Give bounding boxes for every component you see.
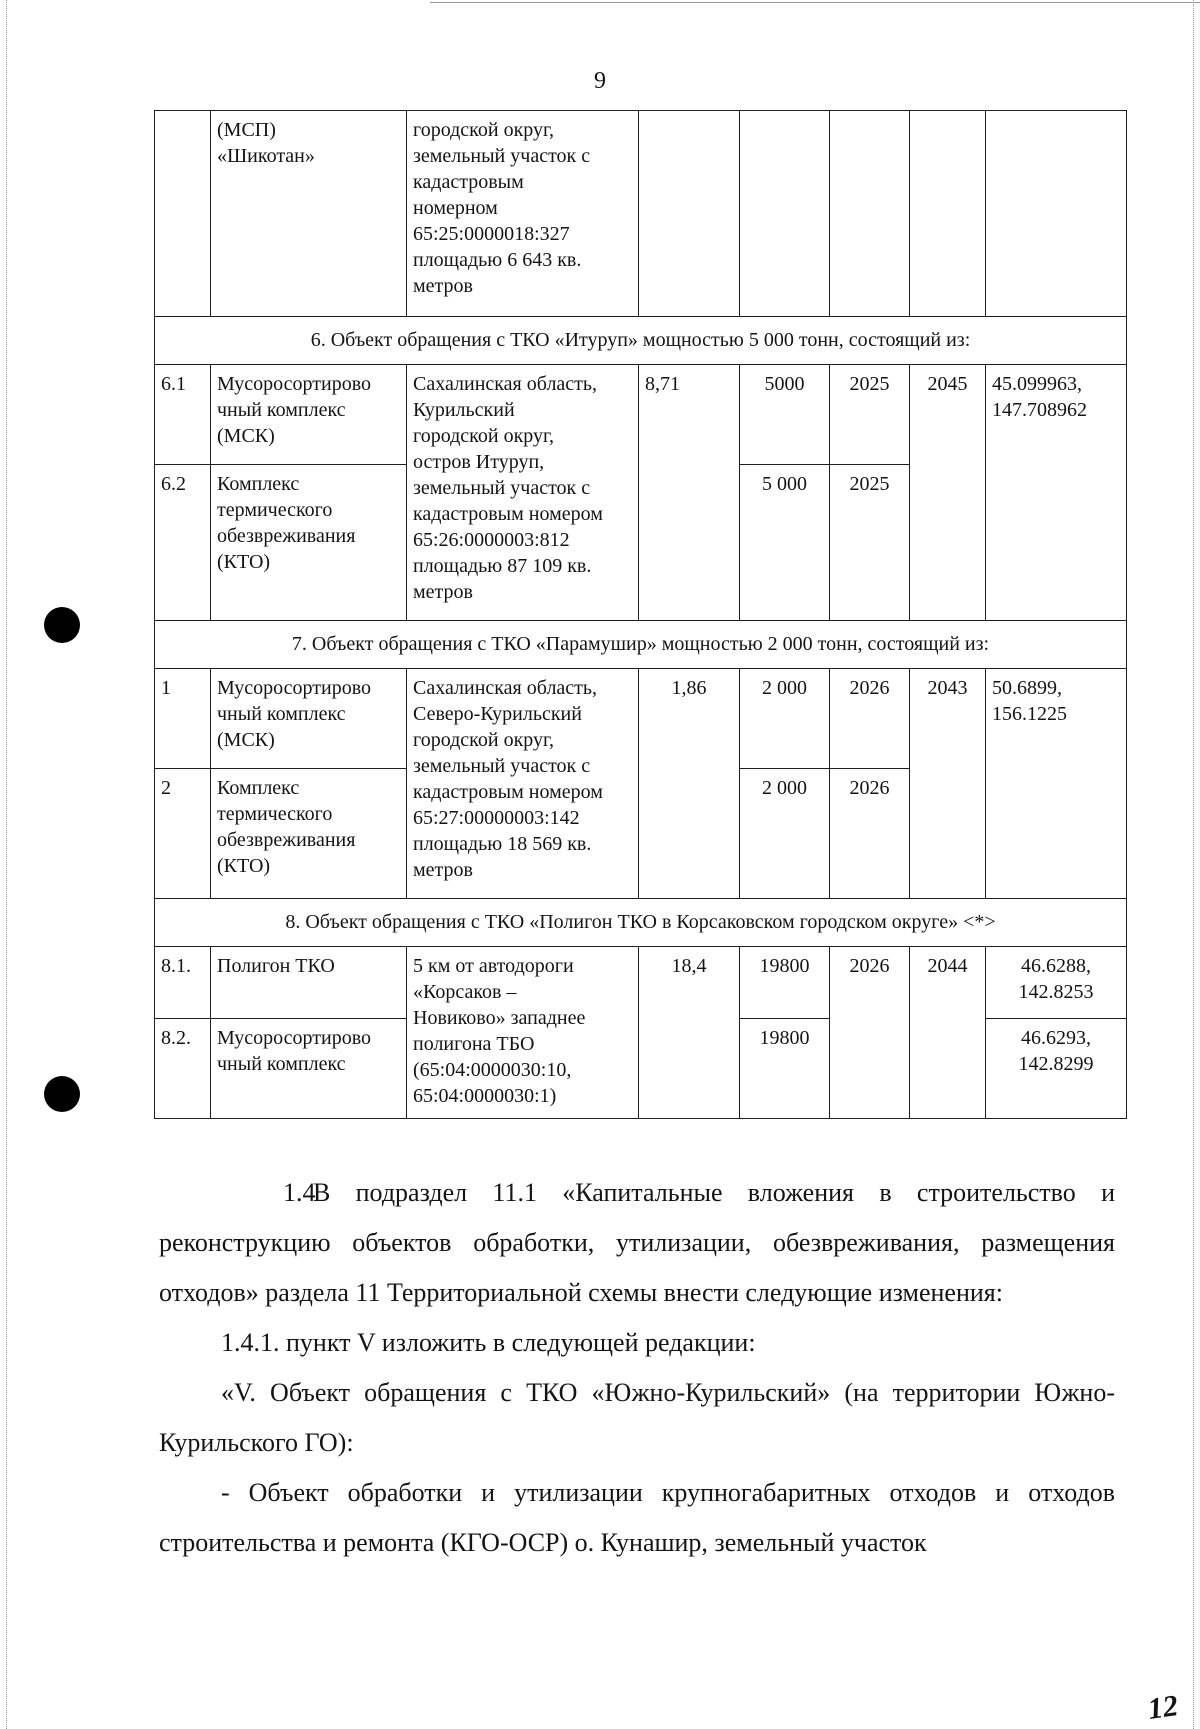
coordinates [986, 111, 1127, 317]
year-end: 2044 [910, 947, 986, 1119]
row-number: 1 [155, 669, 211, 769]
punch-hole [44, 1076, 80, 1112]
coordinates: 50.6899, 156.1225 [986, 669, 1127, 899]
year-start: 2025 [830, 365, 910, 465]
page-number: 9 [594, 68, 606, 94]
body-text [159, 1168, 1115, 1568]
row-number: 8.1. [155, 947, 211, 1019]
row-number [155, 111, 211, 317]
table-row [155, 111, 1127, 317]
object-location: Сахалинская область, Северо-Курильский городской округ, земельный участок с кадастровым номером 65:27:00000003:142 площадью 18 569 кв. метров [407, 669, 639, 899]
object-location: 5 км от автодороги «Корсаков – Новиково» западнее полигона ТБО (65:04:0000030:10, 65:04:0000030:1) [407, 947, 639, 1119]
row-number: 6.2 [155, 465, 211, 621]
coordinates: 46.6293, 142.8299 [986, 1019, 1127, 1119]
section-header-row [155, 899, 1127, 947]
row-number: 2 [155, 769, 211, 899]
object-capacity: 19800 [740, 1019, 830, 1119]
row-number: 8.2. [155, 1019, 211, 1119]
object-name: Мусоросортирово чный комплекс (МСК) [211, 669, 407, 769]
punch-hole [44, 607, 80, 643]
object-location: Сахалинская область, Курильский городской округ, остров Итуруп, земельный участок с кадастровым номером 65:26:0000003:812 площадью 87 109 кв. метров [407, 365, 639, 621]
object-capacity: 5 000 [740, 465, 830, 621]
year-end: 2045 [910, 365, 986, 621]
table-row [155, 669, 1127, 769]
object-name: Комплекс термического обезвреживания (КТО) [211, 465, 407, 621]
object-area: 18,4 [639, 947, 740, 1119]
year-start [830, 111, 910, 317]
paragraph-object: - Объект обработки и утилизации крупногабаритных отходов и отходов строительства и ремонта (КГО-ОСР) о. Кунашир, земельный участок [159, 1478, 1115, 1557]
object-name: Полигон ТКО [211, 947, 407, 1019]
coordinates: 45.099963, 147.708962 [986, 365, 1127, 621]
top-scan-edge [430, 2, 1200, 3]
table-row [155, 947, 1127, 1019]
object-capacity: 5000 [740, 365, 830, 465]
object-area [639, 111, 740, 317]
year-start: 2026 [830, 947, 910, 1119]
paragraph-number: 1.4 [283, 1178, 316, 1207]
objects-table [154, 110, 1127, 1119]
right-scan-edge [1193, 0, 1194, 1729]
section-title: 6. Объект обращения с ТКО «Итуруп» мощностью 5 000 тонн, состоящий из: [155, 317, 1127, 365]
table-row [155, 365, 1127, 465]
year-start: 2025 [830, 465, 910, 621]
year-end [910, 111, 986, 317]
year-start: 2026 [830, 769, 910, 899]
object-capacity: 2 000 [740, 669, 830, 769]
paragraph-body: В подраздел 11.1 «Капитальные вложения в строительство и реконструкцию объектов обработки, утилизации, обезвреживания, размещения отходов» раздела 11 Территориальной схемы внести следующие изменения: [159, 1178, 1115, 1307]
section-title: 7. Объект обращения с ТКО «Парамушир» мощностью 2 000 тонн, состоящий из: [155, 621, 1127, 669]
object-capacity: 19800 [740, 947, 830, 1019]
year-end: 2043 [910, 669, 986, 899]
object-name: Мусоросортирово чный комплекс [211, 1019, 407, 1119]
row-number: 6.1 [155, 365, 211, 465]
section-header-row [155, 317, 1127, 365]
sheet-number-stamp: 12 [1145, 1689, 1181, 1726]
object-location: городской округ, земельный участок с кадастровым номерном 65:25:0000018:327 площадью 6 643 кв. метров [407, 111, 639, 317]
paragraph-1-4-1: 1.4.1. пункт V изложить в следующей редакции: [221, 1328, 756, 1357]
object-capacity: 2 000 [740, 769, 830, 899]
year-start: 2026 [830, 669, 910, 769]
object-name: Мусоросортирово чный комплекс (МСК) [211, 365, 407, 465]
object-area: 8,71 [639, 365, 740, 621]
section-title: 8. Объект обращения с ТКО «Полигон ТКО в Корсаковском городском округе» <*> [155, 899, 1127, 947]
coordinates: 46.6288, 142.8253 [986, 947, 1127, 1019]
paragraph-1-4 [159, 1168, 1115, 1318]
object-name: Комплекс термического обезвреживания (КТО) [211, 769, 407, 899]
object-area: 1,86 [639, 669, 740, 899]
object-name: (МСП) «Шикотан» [211, 111, 407, 317]
object-capacity [740, 111, 830, 317]
paragraph-point-v: «V. Объект обращения с ТКО «Южно-Курильский» (на территории Южно-Курильского ГО): [159, 1378, 1115, 1457]
left-scan-edge [6, 0, 7, 1729]
section-header-row [155, 621, 1127, 669]
